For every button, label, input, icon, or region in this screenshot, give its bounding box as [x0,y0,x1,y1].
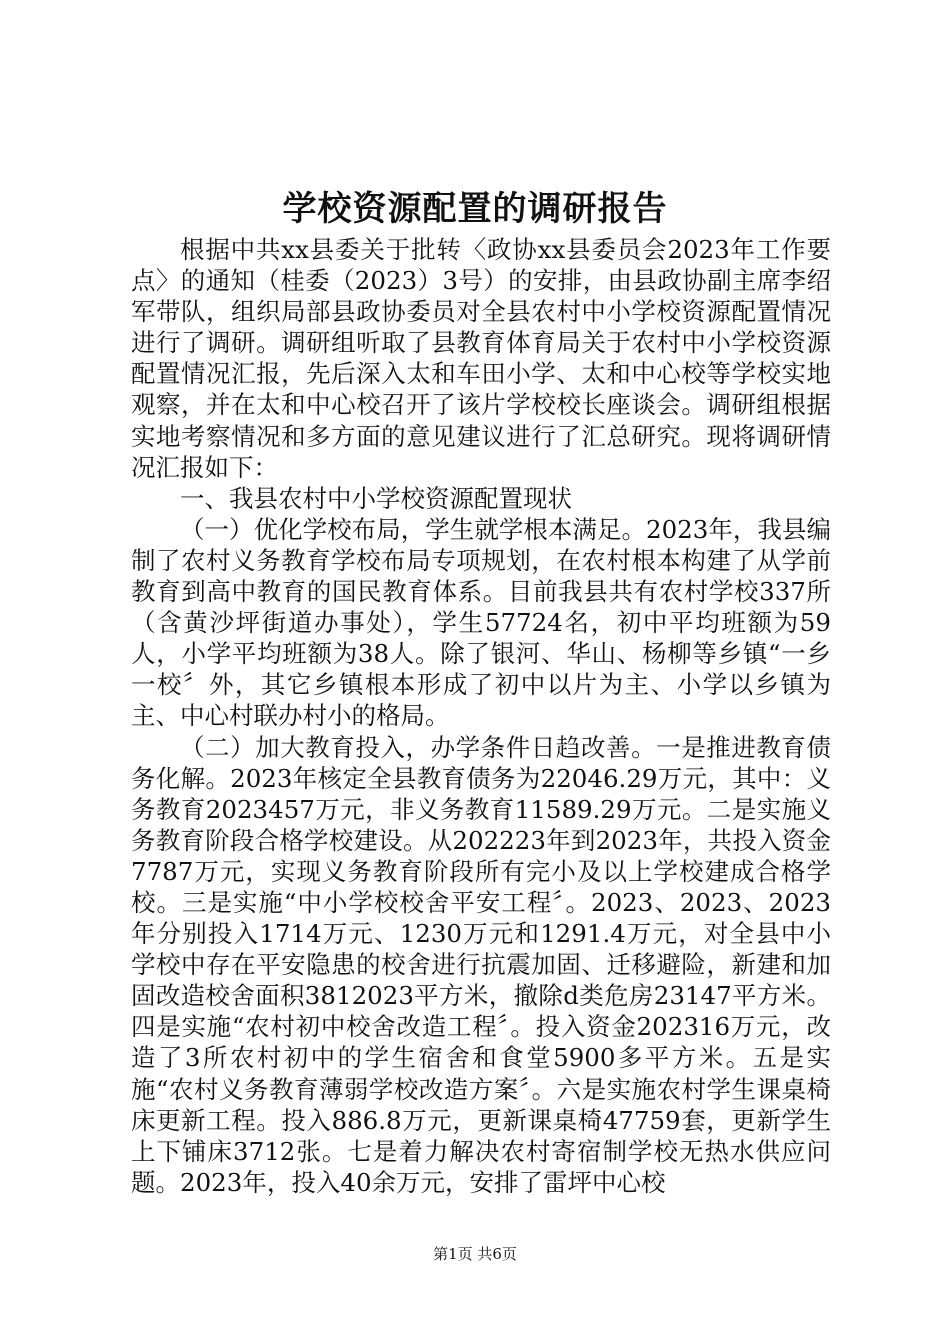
intro-paragraph: 根据中共xx县委关于批转〈政协xx县委员会2023年工作要点〉的通知（桂委（2023）3号）的安排，由县政协副主席李绍军带队，组织局部县政协委员对全县农村中小学校资源配置情况进行了调研。调研组听取了县教育体育局关于农村中小学校资源配置情况汇报，先后深入太和车田小学、太和中心校等学校实地观察，并在太和中心校召开了该片学校校长座谈会。调研组根据实地考察情况和多方面的意见建议进行了汇总研究。现将调研情况汇报如下： [131,235,831,482]
document-body [131,234,831,1198]
page-number-footer: 第1页 共6页 [433,1245,517,1263]
section-heading: 一、我县农村中小学校资源配置现状 [180,483,572,513]
document-title: 学校资源配置的调研报告 [282,189,668,229]
subsection-1-paragraph: （一）优化学校布局，学生就学根本满足。2023年，我县编制了农村义务教育学校布局专项规划，在农村根本构建了从学前教育到高中教育的国民教育体系。目前我县共有农村学校337所（含黄沙坪街道办事处），学生57724名，初中平均班额为59人，小学平均班额为38人。除了银河、华山、杨柳等乡镇“一乡一校〞外，其它乡镇根本形成了初中以片为主、小学以乡镇为主、中心村联办村小的格局。 [131,514,831,731]
subsection-2-paragraph: （二）加大教育投入，办学条件日趋改善。一是推进教育债务化解。2023年核定全县教育债务为22046.29万元，其中：义务教育2023457万元，非义务教育11589.29万元。二是实施义务教育阶段合格学校建设。从202223年到2023年，共投入资金7787万元，实现义务教育阶段所有完小及以上学校建成合格学校。三是实施“中小学校校舍平安工程〞。2023、2023、2023年分别投入1714万元、1230万元和1291.4万元，对全县中小学校中存在平安隐患的校舍进行抗震加固、迁移避险，新建和加固改造校舍面积3812023平方米，撤除d类危房23147平方米。四是实施“农村初中校舍改造工程〞。投入资金202316万元，改造了3所农村初中的学生宿舍和食堂5900多平方米。五是实施“农村义务教育薄弱学校改造方案〞。六是实施农村学生课桌椅床更新工程。投入886.8万元，更新课桌椅47759套，更新学生上下铺床3712张。七是着力解决农村寄宿制学校无热水供应问题。2023年，投入40余万元，安排了雷坪中心校 [131,732,831,1197]
